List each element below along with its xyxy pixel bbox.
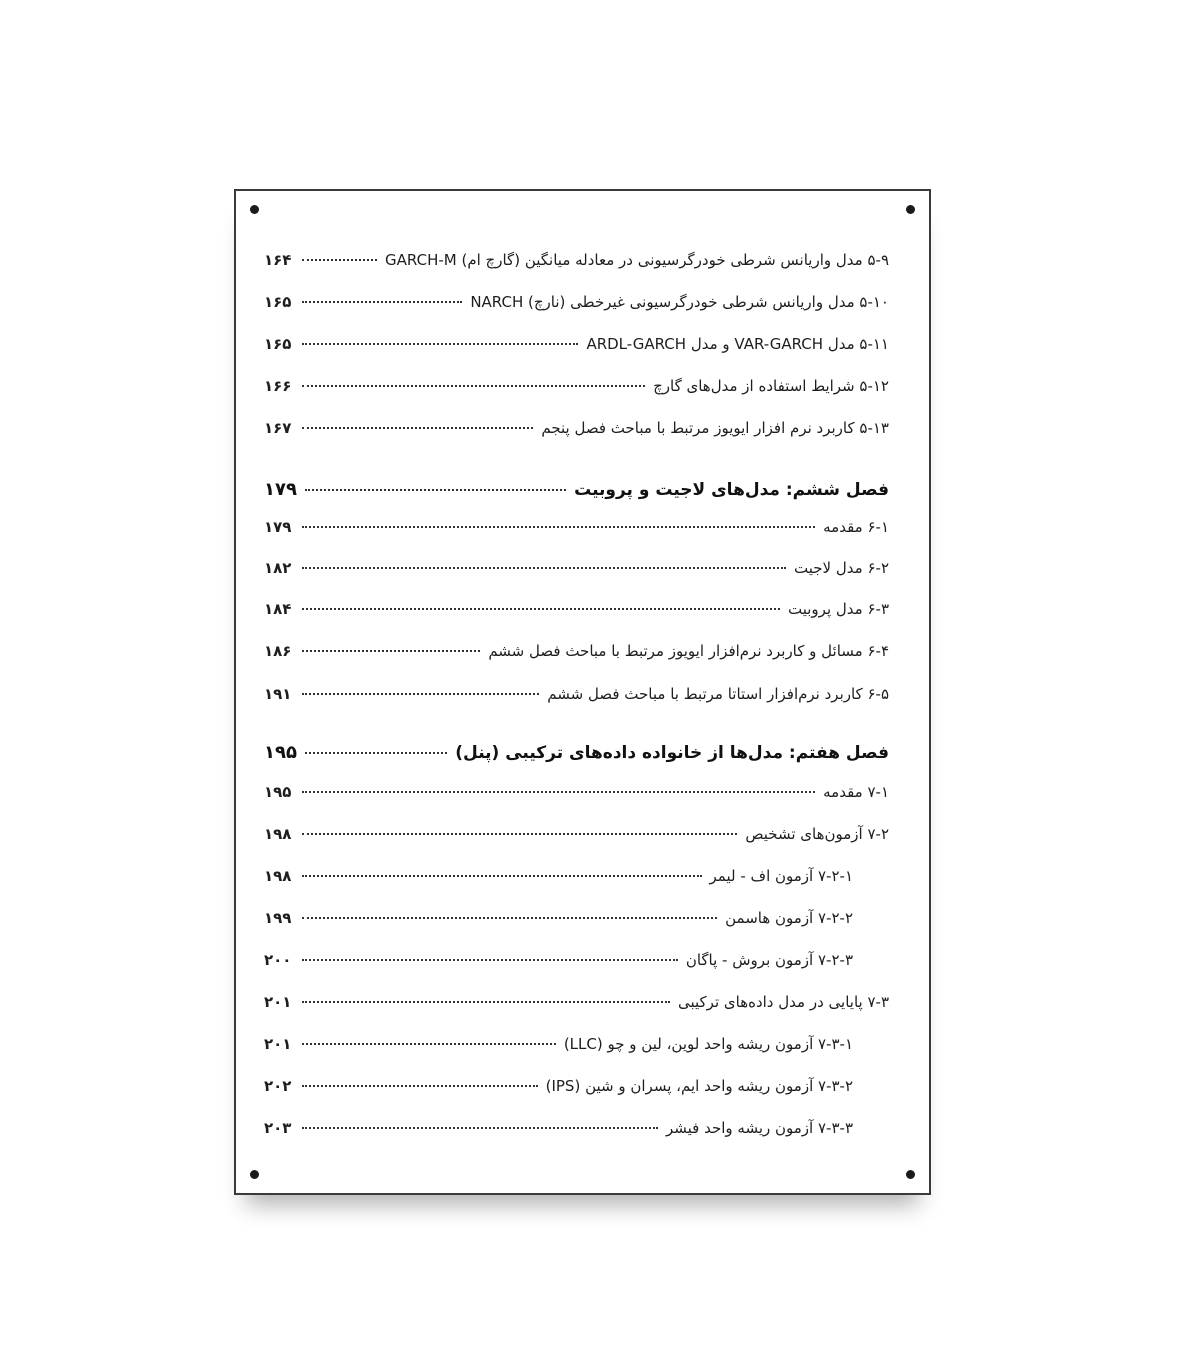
toc-entry xyxy=(264,518,889,548)
dot-leader xyxy=(302,526,815,528)
book-page xyxy=(234,189,931,1195)
toc-subentry xyxy=(264,951,853,981)
toc-entry-title: ۵-۱۲ شرایط استفاده از مدل‌های گارچ xyxy=(653,377,889,395)
toc-entry-page: ۱۶۴ xyxy=(264,251,292,269)
dot-leader xyxy=(302,1127,658,1129)
table-of-contents xyxy=(236,191,929,1193)
toc-entry-page: ۱۶۵ xyxy=(264,293,292,311)
toc-entry-page: ۱۹۸ xyxy=(264,867,292,885)
chapter-title: فصل هفتم: مدل‌ها از خانواده داده‌های ترکیبی (پنل) xyxy=(455,743,889,763)
toc-entry xyxy=(264,642,889,672)
toc-entry-page: ۲۰۱ xyxy=(264,993,292,1011)
toc-entry-title: ۷-۱ مقدمه xyxy=(823,783,889,801)
toc-entry-page: ۱۹۹ xyxy=(264,909,292,927)
toc-entry-title: ۶-۲ مدل لاجیت xyxy=(794,559,889,577)
toc-entry-page: ۲۰۲ xyxy=(264,1077,292,1095)
toc-entry-title: ۷-۲-۲ آزمون هاسمن xyxy=(725,909,853,927)
toc-entry xyxy=(264,419,889,449)
toc-entry-page: ۱۹۸ xyxy=(264,825,292,843)
toc-entry xyxy=(264,335,889,365)
dot-leader xyxy=(302,259,377,261)
dot-leader xyxy=(302,833,737,835)
dot-leader xyxy=(302,385,645,387)
dot-leader xyxy=(302,875,702,877)
dot-leader xyxy=(302,343,578,345)
toc-subentry xyxy=(264,1077,853,1107)
dot-leader xyxy=(302,1001,670,1003)
toc-entry-page: ۲۰۳ xyxy=(264,1119,292,1137)
toc-entry-title: ۶-۳ مدل پروبیت xyxy=(788,600,889,618)
chapter-page: ۱۷۹ xyxy=(264,479,297,500)
toc-entry-page: ۱۹۵ xyxy=(264,783,292,801)
dot-leader xyxy=(302,650,480,652)
toc-entry-title: ۷-۳-۱ آزمون ریشه واحد لوین، لین و چو (LLC) xyxy=(563,1035,853,1053)
dot-leader xyxy=(302,608,780,610)
toc-entry-title: ۷-۲ آزمون‌های تشخیص xyxy=(745,825,889,843)
toc-entry-title: ۷-۳-۲ آزمون ریشه واحد ایم، پسران و شین (IPS) xyxy=(545,1077,853,1095)
toc-entry-page: ۱۶۶ xyxy=(264,377,292,395)
toc-chapter-heading xyxy=(264,479,889,509)
toc-entry-title: ۷-۳-۳ آزمون ریشه واحد فیشر xyxy=(665,1119,853,1137)
toc-entry-title: ۵-۱۱ مدل VAR-GARCH و مدل ARDL-GARCH xyxy=(586,335,889,353)
toc-entry-page: ۲۰۱ xyxy=(264,1035,292,1053)
dot-leader xyxy=(305,489,566,491)
toc-entry xyxy=(264,251,889,281)
toc-entry-page: ۱۶۷ xyxy=(264,419,292,437)
toc-entry-title: ۵-۱۳ کاربرد نرم افزار ایویوز مرتبط با مباحث فصل پنجم xyxy=(541,419,889,437)
toc-entry-page: ۱۸۲ xyxy=(264,559,292,577)
toc-subentry xyxy=(264,867,853,897)
dot-leader xyxy=(302,791,815,793)
toc-entry xyxy=(264,685,889,715)
toc-entry-title: ۶-۱ مقدمه xyxy=(823,518,889,536)
toc-entry-title: ۵-۱۰ مدل واریانس شرطی خودرگرسیونی غیرخطی (نارچ) NARCH xyxy=(470,293,889,311)
dot-leader xyxy=(302,959,678,961)
toc-entry xyxy=(264,559,889,589)
toc-entry-page: ۱۸۴ xyxy=(264,600,292,618)
toc-entry xyxy=(264,783,889,813)
toc-entry xyxy=(264,377,889,407)
toc-entry-title: ۷-۲-۱ آزمون اف - لیمر xyxy=(709,867,853,885)
dot-leader xyxy=(302,693,539,695)
chapter-page: ۱۹۵ xyxy=(264,742,297,763)
dot-leader xyxy=(302,1043,556,1045)
toc-entry-title: ۷-۲-۳ آزمون بروش - پاگان xyxy=(685,951,853,969)
toc-entry xyxy=(264,993,889,1023)
toc-entry-title: ۶-۴ مسائل و کاربرد نرم‌افزار ایویوز مرتبط با مباحث فصل ششم xyxy=(488,642,889,660)
chapter-title: فصل ششم: مدل‌های لاجیت و پروبیت xyxy=(574,480,889,500)
dot-leader xyxy=(302,917,717,919)
toc-chapter-heading xyxy=(264,742,889,772)
dot-leader xyxy=(305,752,447,754)
dot-leader xyxy=(302,427,533,429)
dot-leader xyxy=(302,301,462,303)
toc-subentry xyxy=(264,1035,853,1065)
dot-leader xyxy=(302,567,786,569)
toc-entry-page: ۱۹۱ xyxy=(264,685,292,703)
toc-entry-page: ۱۸۶ xyxy=(264,642,292,660)
toc-entry-page: ۱۷۹ xyxy=(264,518,292,536)
toc-entry xyxy=(264,825,889,855)
toc-entry-title: ۷-۳ پایایی در مدل داده‌های ترکیبی xyxy=(677,993,889,1011)
toc-entry xyxy=(264,600,889,630)
toc-subentry xyxy=(264,909,853,939)
toc-entry-page: ۱۶۵ xyxy=(264,335,292,353)
toc-entry-title: ۶-۵ کاربرد نرم‌افزار استاتا مرتبط با مباحث فصل ششم xyxy=(547,685,889,703)
toc-entry-page: ۲۰۰ xyxy=(264,951,292,969)
dot-leader xyxy=(302,1085,538,1087)
toc-entry-title: ۵-۹ مدل واریانس شرطی خودرگرسیونی در معادله میانگین (گارچ ام) GARCH-M xyxy=(385,251,889,269)
toc-subentry xyxy=(264,1119,853,1149)
toc-entry xyxy=(264,293,889,323)
